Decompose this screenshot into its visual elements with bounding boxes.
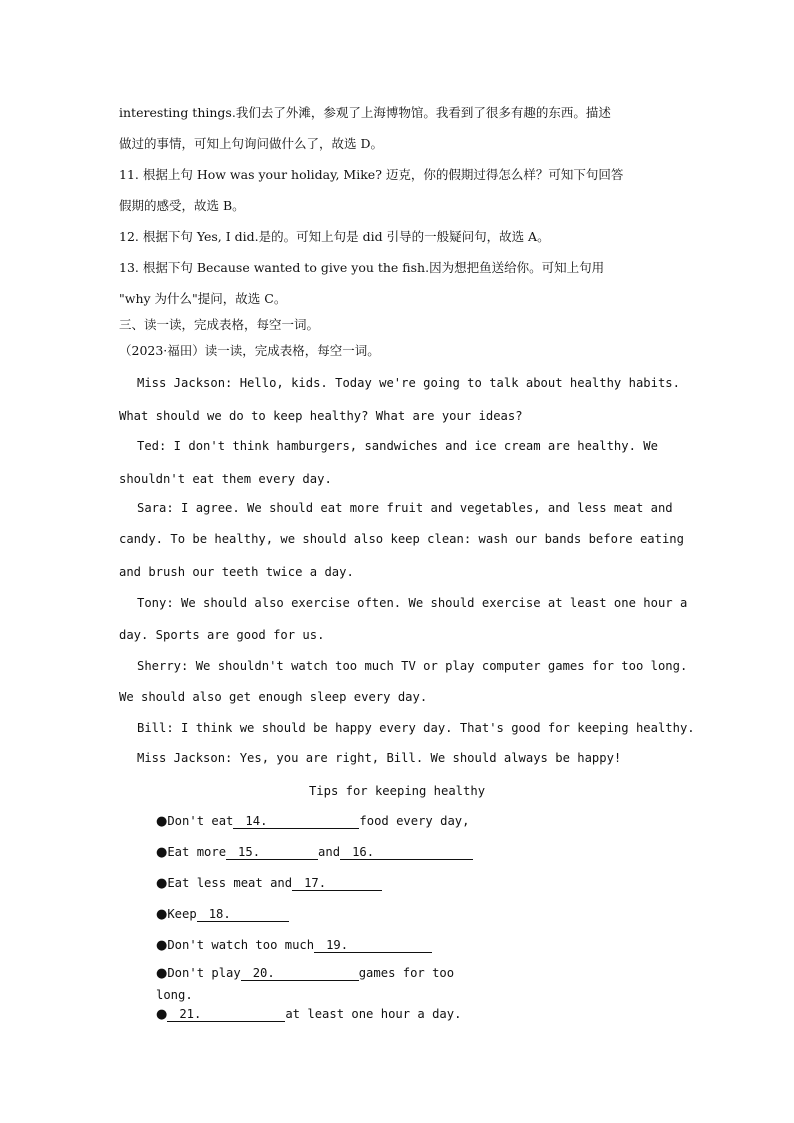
tip-text: Don't play xyxy=(167,966,241,980)
tips-title: Tips for keeping healthy xyxy=(308,784,486,798)
tip-text: Don't watch too much xyxy=(167,938,315,952)
passage-line: Sherry: We shouldn't watch too much TV or play computer games for too long. xyxy=(137,659,688,673)
tip-text: games for too xyxy=(358,966,455,980)
tip-item-20 xyxy=(156,965,454,982)
explanation-q11: 11. 根据上句 How was your holiday, Mike? 迈克，你的假期过得怎么样？可知下句回答 xyxy=(119,167,624,182)
bullet-icon: ● xyxy=(156,845,168,860)
tip-text: Keep xyxy=(167,907,197,921)
answer-blank-19[interactable]: 19. xyxy=(314,938,432,953)
bullet-icon: ● xyxy=(156,907,168,922)
tip-item-15-16 xyxy=(156,844,473,861)
bullet-icon: ● xyxy=(156,1007,168,1022)
passage-line: Sara: I agree. We should eat more fruit and vegetables, and less meat and xyxy=(137,501,673,515)
tip-item-19 xyxy=(156,937,432,954)
bullet-icon: ● xyxy=(156,814,168,829)
bullet-icon: ● xyxy=(156,938,168,953)
tip-text: food every day, xyxy=(359,814,470,828)
tip-item-17 xyxy=(156,875,382,892)
bullet-icon: ● xyxy=(156,876,168,891)
answer-blank-18[interactable]: 18. xyxy=(197,907,289,922)
explanation-q13: 13. 根据下句 Because wanted to give you the fish.因为想把鱼送给你。可知上句用 xyxy=(119,260,605,275)
section-source: （2023·福田）读一读，完成表格，每空一词。 xyxy=(119,343,380,358)
tip-text: Eat less meat and xyxy=(167,876,293,890)
answer-blank-21[interactable]: 21. xyxy=(167,1007,285,1022)
answer-blank-14[interactable]: 14. xyxy=(233,814,359,829)
passage-line: Tony: We should also exercise often. We should exercise at least one hour a xyxy=(137,596,688,610)
passage-line: Miss Jackson: Hello, kids. Today we're going to talk about healthy habits. xyxy=(137,376,680,390)
tip-item-18 xyxy=(156,906,289,923)
explanation-q11-cont: 假期的感受，故选 B。 xyxy=(119,198,245,213)
answer-blank-15[interactable]: 15. xyxy=(226,845,318,860)
passage-line: Miss Jackson: Yes, you are right, Bill. We should always be happy! xyxy=(137,751,622,765)
tip-text: Eat more xyxy=(167,845,227,859)
passage-line: day. Sports are good for us. xyxy=(119,628,325,642)
tip-text: Don't eat xyxy=(167,814,234,828)
passage-line: Bill: I think we should be happy every day. That's good for keeping healthy. xyxy=(137,721,695,735)
passage-line: What should we do to keep healthy? What are your ideas? xyxy=(119,409,523,423)
passage-line: shouldn't eat them every day. xyxy=(119,472,332,486)
passage-line: Ted: I don't think hamburgers, sandwiches and ice cream are healthy. We xyxy=(137,439,658,453)
section-heading: 三、读一读，完成表格，每空一词。 xyxy=(119,317,320,332)
passage-line: We should also get enough sleep every day. xyxy=(119,690,428,704)
explanation-line: interesting things.我们去了外滩，参观了上海博物馆。我看到了很多有趣的东西。描述 xyxy=(119,105,611,120)
bullet-icon: ● xyxy=(156,966,168,981)
answer-blank-17[interactable]: 17. xyxy=(292,876,382,891)
answer-blank-16[interactable]: 16. xyxy=(340,845,473,860)
tip-item-20-wrap: long. xyxy=(156,988,193,1002)
tip-item-14 xyxy=(156,813,469,830)
answer-blank-20[interactable]: 20. xyxy=(241,966,359,981)
explanation-line: 做过的事情，可知上句询问做什么了，故选 D。 xyxy=(119,136,383,151)
explanation-q13-cont: "why 为什么"提问，故选 C。 xyxy=(119,291,287,306)
passage-line: and brush our teeth twice a day. xyxy=(119,565,354,579)
passage-line: candy. To be healthy, we should also keep clean: wash our bands before eating xyxy=(119,532,684,546)
tip-text: and xyxy=(318,845,341,859)
explanation-q12: 12. 根据下句 Yes, I did.是的。可知上句是 did 引导的一般疑问句，故选 A。 xyxy=(119,229,550,244)
tip-text: at least one hour a day. xyxy=(285,1007,462,1021)
tip-item-21 xyxy=(156,1006,461,1023)
